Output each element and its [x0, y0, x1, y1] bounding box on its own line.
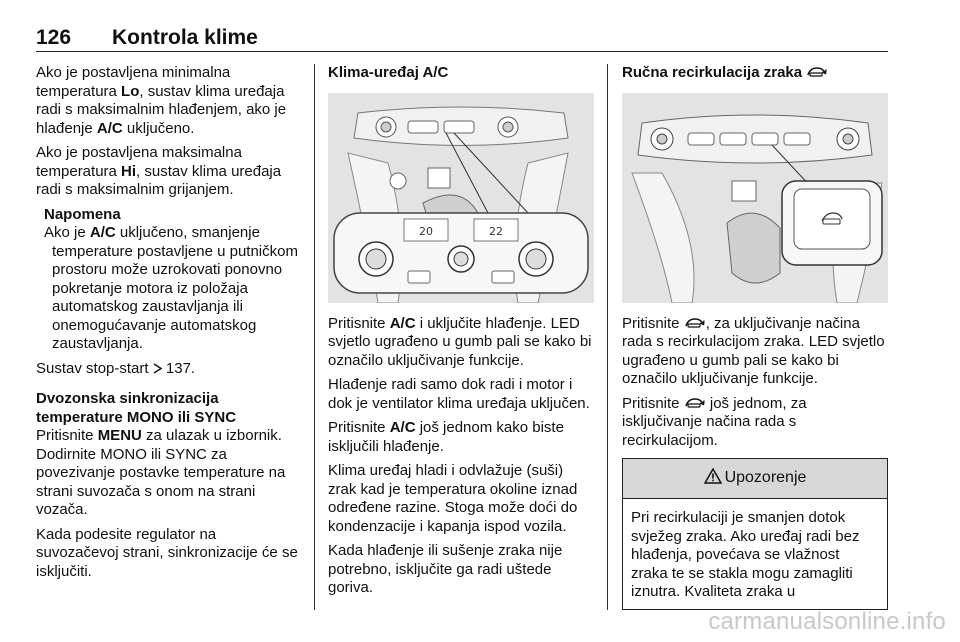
paragraph: Sustav stop-start 137. [36, 359, 196, 377]
recirculation-button-illustration [622, 93, 888, 303]
column-divider [607, 64, 608, 610]
warning-triangle-icon [704, 468, 722, 490]
warning-text: Pri recirkulaciji je smanjen dotok svježeg zraka. Ako uređaj radi bez hlađenja, povećava se vlažnost zraka te se stakla mogu zamagliti iznutra. Kvaliteta zraka u [631, 509, 860, 600]
paragraph: Pritisnite A/C još jednom kako biste isključili hlađenje. [328, 419, 564, 455]
note-block [44, 206, 302, 354]
note-title: Napomena [44, 205, 121, 223]
column-left [36, 64, 302, 587]
climate-panel-illustration [328, 93, 594, 303]
paragraph: Ako je postavljena minimalna temperatura Lo, sustav klima uređaja radi s maksimalnim hlađenjem, ako je hlađenje A/C uključeno. [36, 64, 287, 137]
recirculation-icon [806, 64, 828, 81]
climate-panel-drawing [328, 93, 594, 303]
paragraph: Kada hlađenje ili sušenje zraka nije potrebno, isključite ga radi uštede goriva. [328, 542, 563, 596]
paragraph: Kada podesite regulator na suvozačevoj strani, sinkronizacije će se isključiti. [36, 525, 298, 580]
display-temp-right: 22 [489, 224, 503, 238]
warning-header [623, 459, 887, 499]
recirculation-icon [684, 315, 706, 332]
paragraph: Klima uređaj hladi i odvlažuje (suši) zrak kad je temperatura okoline iznad određene razine. Stoga može doći do kondenzacije i kapanja ispod vozila. [328, 462, 578, 535]
column-right [622, 64, 888, 610]
watermark: carmanualsonline.info [708, 608, 946, 635]
paragraph: Pritisnite MENU za ulazak u izbornik. Dodirnite MONO ili SYNC za povezivanje postavke temperature na strani suvozača s onom na strani vozača. [36, 427, 286, 518]
header-rule [36, 51, 888, 52]
paragraph: Hlađenje radi samo dok radi i motor i dok je ventilator klima uređaja uključen. [328, 376, 590, 412]
section-heading: Ručna recirkulacija zraka [622, 64, 888, 83]
warning-title: Upozorenje [724, 469, 807, 487]
paragraph: Ako je postavljena maksimalna temperatura Hi, sustav klima uređaja radi s maksimalnim grijanjem. [36, 144, 282, 198]
recirculation-icon [684, 395, 706, 412]
note-text: Ako je A/C uključeno, smanjenje temperature postavljene u putničkom prostoru može uzrokovati ponovno pokretanje motora iz položaja automatskog zaustavljanja ili onemogućavanje automatskog zaustavljanja. [44, 224, 298, 352]
column-divider [314, 64, 315, 610]
page-number: 126 [36, 26, 72, 49]
section-subheading: Dvozonska sinkronizacija temperature MONO ili SYNC [36, 390, 237, 426]
paragraph: Pritisnite , za uključivanje načina rada s recirkulacijom zraka. LED svjetlo ugrađeno u gumb pali se kako bi označilo uključivanje funkcije. [622, 314, 885, 387]
section-heading: Klima-uređaj A/C [328, 64, 449, 81]
warning-box [622, 458, 888, 610]
page-header [36, 26, 888, 52]
recirculation-panel-drawing [622, 93, 888, 303]
paragraph: Pritisnite A/C i uključite hlađenje. LED svjetlo ugrađeno u gumb pali se kako bi označilo uključivanje funkcije. [328, 314, 592, 369]
page-title: Kontrola klime [112, 26, 258, 49]
paragraph: Pritisnite još jednom, za isključivanje načina rada s recirkulacijom. [622, 394, 807, 449]
column-middle [328, 64, 594, 604]
display-temp-left: 20 [419, 224, 433, 238]
page-reference-icon[interactable] [153, 360, 162, 377]
